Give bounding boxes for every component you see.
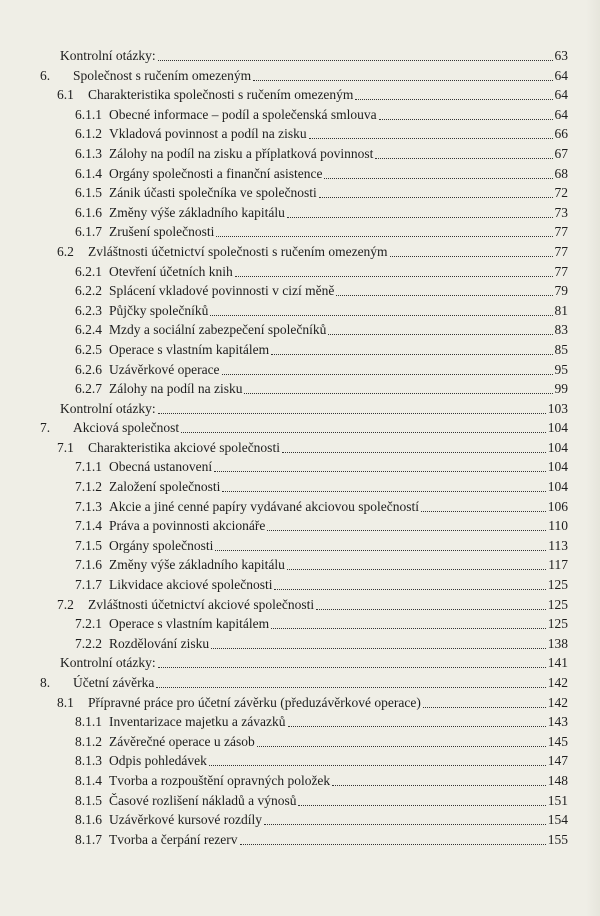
page-number: 63 [554,48,568,63]
dot-leader [240,843,546,845]
page-number: 66 [554,126,568,142]
dot-leader [271,627,546,629]
section-number: 7.1.5 [75,537,102,553]
toc-row [0,693,600,713]
section-title: Likvidace akciové společnosti [109,577,273,593]
page-number: 151 [547,792,568,808]
toc-row [0,516,600,536]
dot-leader [336,294,552,296]
dot-leader [181,431,546,433]
toc-row [0,222,600,242]
toc-row [0,438,600,458]
toc-row [0,183,600,203]
section-title: Otevření účetních knih [109,263,233,279]
page-number: 106 [547,498,568,514]
section-title: Uzávěrkové kursové rozdíly [109,812,262,828]
section-title: Přípravné práce pro účetní závěrku (předuzávěrkové operace) [88,694,421,710]
page-number: 154 [547,812,568,828]
page-number: 103 [547,400,568,416]
section-number: 7.1 [57,439,74,455]
toc-row [0,320,600,340]
toc-row [0,85,600,105]
dot-leader [210,314,552,316]
section-title: Charakteristika společnosti s ručením omezeným [88,87,354,103]
dot-leader [298,804,545,806]
page-number: 110 [548,518,568,534]
section-title: Operace s vlastním kapitálem [109,341,270,357]
toc-row [0,262,600,282]
dot-leader [214,470,546,472]
toc-row [0,595,600,615]
section-number: 6.1.5 [75,185,102,201]
toc-row [0,379,600,399]
toc-row [0,830,600,850]
section-number: 6.2.7 [75,381,102,397]
dot-leader [309,137,553,139]
section-title: Zálohy na podíl na zisku [109,381,243,397]
dot-leader [257,745,546,747]
section-number: 6.1.4 [75,165,102,181]
section-title: Tvorba a rozpouštění opravných položek [109,772,331,788]
section-title: Mzdy a sociální zabezpečení společníků [109,322,327,338]
section-number: 8.1.7 [75,831,102,847]
toc-row [0,653,600,673]
section-title: Změny výše základního kapitálu [109,204,285,220]
toc-row [0,536,600,556]
page-number: 64 [554,106,568,122]
section-number: 7.1.3 [75,498,102,514]
page-number: 142 [547,675,568,690]
dot-leader [287,216,553,218]
section-number: 8.1.6 [75,812,102,828]
section-title: Kontrolní otázky: [60,48,156,63]
dot-leader [324,177,552,179]
section-title: Orgány společnosti a finanční asistence [109,165,323,181]
page-number: 85 [554,341,568,357]
section-title: Závěrečné operace u zásob [109,733,255,749]
section-title: Účetní závěrka [73,675,155,690]
toc-row [0,66,600,86]
section-number: 6.2 [57,243,74,259]
section-title: Obecné informace – podíl a společenská smlouva [109,106,377,122]
dot-leader [222,373,553,375]
section-number: 8.1.5 [75,792,102,808]
section-title: Zánik účasti společníka ve společnosti [109,185,317,201]
toc-row [0,810,600,830]
dot-leader [158,412,546,414]
section-number: 7.2.1 [75,616,102,632]
section-title: Uzávěrkové operace [109,361,220,377]
page-number: 68 [554,165,568,181]
section-number: 6.2.4 [75,322,102,338]
section-title: Kontrolní otázky: [60,400,156,416]
section-number: 6.2.6 [75,361,102,377]
page-number: 104 [547,479,568,495]
toc-row [0,575,600,595]
section-number: 6.1 [57,87,74,103]
dot-leader [267,529,546,531]
dot-leader [274,588,545,590]
section-title: Odpis pohledávek [109,753,207,769]
page-number: 143 [547,714,568,730]
section-number: 6.1.7 [75,224,102,240]
section-title: Změny výše základního kapitálu [109,557,285,573]
section-title: Založení společnosti [109,479,221,495]
section-title: Zvláštnosti účetnictví společnosti s ručením omezeným [88,243,388,259]
section-number: 6.2.1 [75,263,102,279]
toc-row [0,712,600,732]
toc-row [0,732,600,752]
dot-leader [209,764,546,766]
page-number: 104 [547,420,568,436]
toc-row [0,144,600,164]
dot-leader [215,549,546,551]
section-title: Charakteristika akciové společnosti [88,439,280,455]
dot-leader [355,98,552,100]
page-number: 148 [547,772,568,788]
page-number: 117 [548,557,568,573]
table-of-contents [0,46,600,849]
page-number: 83 [554,322,568,338]
page-number: 155 [547,831,568,847]
dot-leader [332,784,546,786]
toc-row [0,360,600,380]
dot-leader [156,686,545,688]
section-title: Práva a povinnosti akcionáře [109,518,266,534]
section-number: 8.1.2 [75,733,102,749]
page-number: 73 [554,204,568,220]
dot-leader [216,235,552,237]
section-number: 7.2 [57,596,74,612]
section-title: Zvláštnosti účetnictví akciové společnosti [88,596,315,612]
page-number: 125 [547,616,568,632]
dot-leader [158,59,553,61]
toc-row [0,555,600,575]
toc-row [0,477,600,497]
section-title: Půjčky společníků [109,302,209,318]
page-number: 104 [547,439,568,455]
page-number: 81 [554,302,568,318]
section-number: 7.1.7 [75,577,102,593]
section-number: 7. [40,420,51,436]
dot-leader [235,275,553,277]
page-number: 145 [547,733,568,749]
section-number: 7.1.1 [75,459,102,475]
dot-leader [319,196,553,198]
section-title: Orgány společnosti [109,537,214,553]
page-number: 113 [548,537,568,553]
dot-leader [158,666,546,668]
toc-row [0,634,600,654]
section-number: 8.1.4 [75,772,102,788]
section-number: 6.2.2 [75,283,102,299]
dot-leader [264,823,546,825]
section-title: Společnost s ručením omezeným [73,67,252,83]
section-title: Operace s vlastním kapitálem [109,616,270,632]
dot-leader [211,647,546,649]
dot-leader [287,568,546,570]
toc-row [0,301,600,321]
dot-leader [379,118,553,120]
page-number: 125 [547,577,568,593]
section-title: Vkladová povinnost a podíl na zisku [109,126,307,142]
section-number: 6.1.3 [75,145,102,161]
section-number: 6. [40,67,51,83]
section-number: 7.1.4 [75,518,102,534]
dot-leader [282,451,546,453]
section-number: 8.1.3 [75,753,102,769]
toc-row [0,340,600,360]
toc-row [0,771,600,791]
section-title: Inventarizace majetku a závazků [109,714,286,730]
dot-leader [421,510,546,512]
section-title: Zrušení společnosti [109,224,215,240]
section-number: 7.1.6 [75,557,102,573]
section-number: 7.1.2 [75,479,102,495]
page-number: 104 [547,459,568,475]
dot-leader [328,333,552,335]
toc-row [0,791,600,811]
toc-row [0,105,600,125]
page-number: 125 [547,596,568,612]
toc-row [0,46,600,66]
dot-leader [423,706,546,708]
section-title: Splácení vkladové povinnosti v cizí měně [109,283,335,299]
section-title: Tvorba a čerpání rezerv [109,831,238,847]
toc-row [0,399,600,419]
section-number: 6.2.5 [75,341,102,357]
section-number: 7.2.2 [75,635,102,651]
toc-row [0,673,600,693]
page-number: 147 [547,753,568,769]
section-number: 6.1.6 [75,204,102,220]
section-number: 8.1 [57,694,74,710]
toc-row [0,242,600,262]
section-title: Kontrolní otázky: [60,655,156,671]
page-number: 64 [554,87,568,103]
section-title: Obecná ustanovení [109,459,213,475]
page-number: 138 [547,635,568,651]
section-number: 6.2.3 [75,302,102,318]
section-number: 6.1.1 [75,106,102,122]
dot-leader [288,725,546,727]
page-number: 142 [547,694,568,710]
toc-row [0,164,600,184]
dot-leader [316,608,546,610]
dot-leader [253,79,552,81]
section-number: 8. [40,675,51,690]
toc-row [0,281,600,301]
page-number: 79 [554,283,568,299]
dot-leader [375,157,552,159]
page-number: 77 [554,263,568,279]
page-number: 99 [554,381,568,397]
page-number: 64 [554,67,568,83]
section-title: Zálohy na podíl na zisku a příplatková povinnost [109,145,374,161]
section-title: Akcie a jiné cenné papíry vydávané akciovou společností [109,498,420,514]
page-number: 77 [554,224,568,240]
toc-row [0,751,600,771]
section-title: Akciová společnost [73,420,180,436]
page-number: 72 [554,185,568,201]
section-title: Časové rozlišení nákladů a výnosů [109,792,297,808]
section-title: Rozdělování zisku [109,635,210,651]
dot-leader [390,255,553,257]
toc-row [0,457,600,477]
page-number: 67 [554,145,568,161]
toc-row [0,497,600,517]
page-number: 95 [554,361,568,377]
dot-leader [222,490,545,492]
toc-row [0,203,600,223]
dot-leader [271,353,552,355]
toc-row [0,418,600,438]
page-number: 77 [554,243,568,259]
section-number: 6.1.2 [75,126,102,142]
dot-leader [244,392,552,394]
section-number: 8.1.1 [75,714,102,730]
toc-row [0,614,600,634]
page-number: 141 [547,655,568,671]
toc-row [0,124,600,144]
